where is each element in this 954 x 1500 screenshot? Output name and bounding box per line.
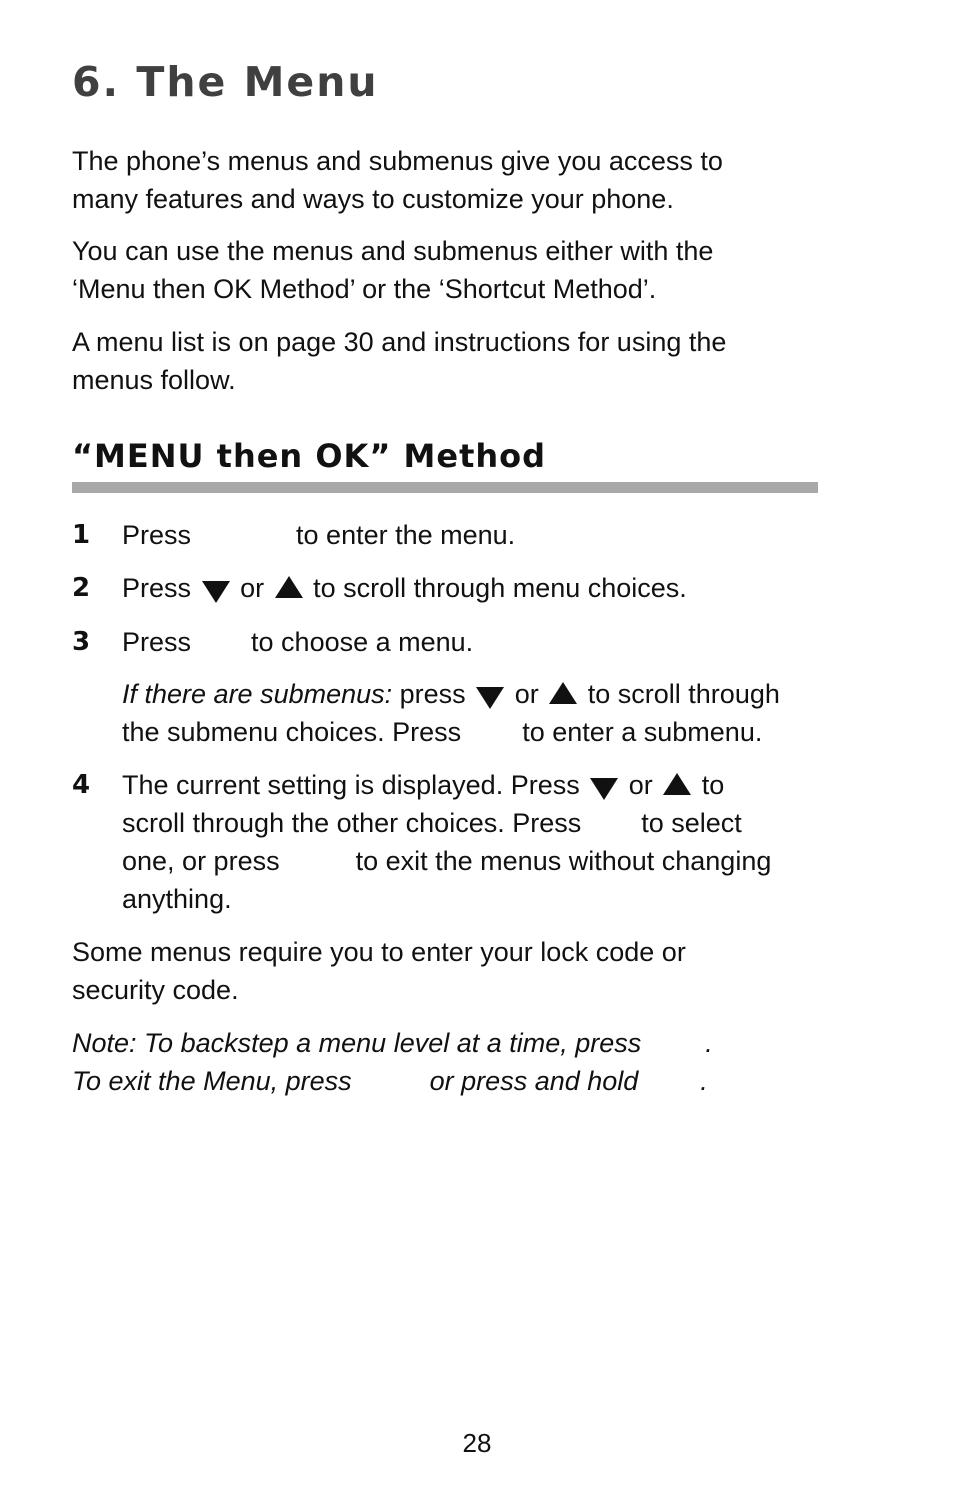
up-arrow-icon [549, 682, 577, 704]
closing-line-1: Some menus require you to enter your lock code or [72, 937, 686, 967]
step-3-submenu-line-2 [122, 713, 762, 751]
down-arrow-icon [590, 778, 618, 800]
step-4-line-2 [122, 804, 742, 842]
intro-paragraph-3-line-2: menus follow. [72, 365, 236, 395]
step-4-current-setting: The current setting is displayed. Press [122, 770, 580, 800]
note-press-hold: or press and hold [429, 1066, 639, 1096]
section-heading: “MENU then OK” Method [72, 437, 547, 475]
step-2-press: Press [122, 573, 192, 603]
step-4-to: to [701, 770, 725, 800]
down-arrow-icon [202, 581, 230, 603]
page-number: 28 [462, 1428, 492, 1458]
intro-paragraph-2-line-2: ‘Menu then OK Method’ or the ‘Shortcut Method’. [72, 274, 657, 304]
step-2-or: or [240, 573, 265, 603]
step-4-line-4: anything. [122, 884, 232, 914]
down-arrow-icon [476, 687, 504, 709]
step-4-or-press: one, or press [122, 846, 280, 876]
step-2-text [122, 569, 687, 607]
step-number: 1 [72, 520, 91, 550]
step-3-text [122, 623, 473, 661]
step-3-submenu-line-1 [122, 675, 780, 713]
up-arrow-icon [275, 576, 303, 598]
note-period-2: . [700, 1066, 708, 1096]
step-number: 4 [72, 770, 91, 800]
submenu-or: or [514, 679, 539, 709]
step-4-scroll-other: scroll through the other choices. Press [122, 808, 582, 838]
note-exit: To exit the Menu, press [72, 1066, 352, 1096]
closing-line-2: security code. [72, 975, 239, 1005]
step-number: 3 [72, 627, 91, 657]
step-1-instruction: to enter the menu. [296, 520, 516, 550]
step-3-press: Press [122, 627, 192, 657]
submenu-condition: If there are submenus: [122, 679, 393, 709]
note-period-1: . [705, 1028, 713, 1058]
intro-paragraph-1-line-1: The phone’s menus and submenus give you access to [72, 146, 723, 176]
submenu-press: press [392, 679, 466, 709]
step-4-or: or [628, 770, 653, 800]
step-4-line-1 [122, 766, 724, 804]
submenu-press-2: the submenu choices. Press [122, 717, 462, 747]
intro-paragraph-2-line-1: You can use the menus and submenus either with the [72, 236, 714, 266]
step-number: 2 [72, 573, 91, 603]
intro-paragraph-3-line-1: A menu list is on page 30 and instructions for using the [72, 327, 727, 357]
step-1-text [122, 516, 515, 554]
page-title: 6. The Menu [72, 58, 379, 106]
section-divider [72, 482, 818, 493]
step-2-instruction: to scroll through menu choices. [313, 573, 687, 603]
submenu-enter: to enter a submenu. [522, 717, 763, 747]
step-4-line-3 [122, 842, 771, 880]
note-line-2 [72, 1062, 708, 1100]
intro-paragraph-1-line-2: many features and ways to customize your phone. [72, 184, 674, 214]
note-backstep: Note: To backstep a menu level at a time, press [72, 1028, 642, 1058]
step-3-instruction: to choose a menu. [251, 627, 474, 657]
up-arrow-icon [663, 773, 691, 795]
step-1-press: Press [122, 520, 192, 550]
submenu-scroll: to scroll through [587, 679, 780, 709]
step-4-exit: to exit the menus without changing [355, 846, 772, 876]
step-4-select: to select [641, 808, 742, 838]
note-line-1 [72, 1024, 713, 1062]
